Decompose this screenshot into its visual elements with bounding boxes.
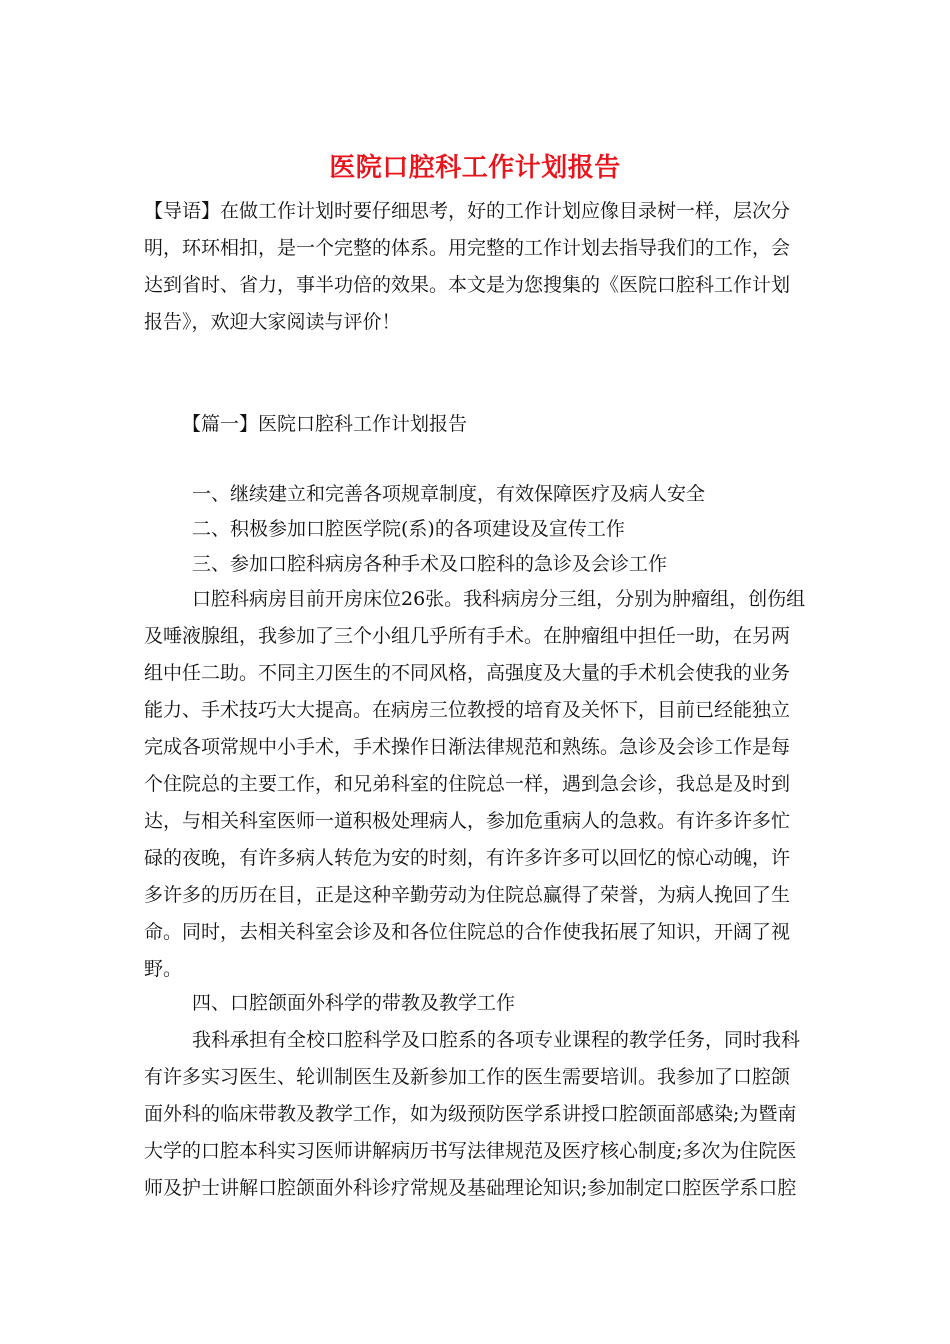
list-item-2: 二、积极参加口腔医学院(系)的各项建设及宣传工作 [192, 518, 625, 540]
list-item-3: 三、参加口腔科病房各种手术及口腔科的急诊及会诊工作 [192, 553, 668, 575]
list-item-1: 一、继续建立和完善各项规章制度，有效保障医疗及病人安全 [192, 483, 706, 505]
list-item-4: 四、口腔颌面外科学的带教及教学工作 [192, 992, 516, 1014]
body-paragraph-1: 口腔科病房目前开房床位26张。我科病房分三组，分别为肿瘤组，创伤组及唾液腺组，我参加了三个小组几乎所有手术。在肿瘤组中担任一助，在另两组中任二助。不同主刀医生的不同风格，高强度及大量的手术机会使我的业务能力、手术技巧大大提高。在病房三位教授的培育及关怀下，目前已经能独立完成各项常规中小手术，手术操作日渐法律规范和熟练。急诊及会诊工作是每个住院总的主要工作，和兄弟科室的住院总一样，遇到急会诊，我总是及时到达，与相关科室医师一道积极处理病人，参加危重病人的急救。有许多许多忙碌的夜晚，有许多病人转危为安的时刻，有许多许多可以回忆的惊心动魄，许多许多的历历在目，正是这种辛勤劳动为住院总赢得了荣誉，为病人挽回了生命。同时，去相关科室会诊及和各位住院总的合作使我拓展了知识，开阔了视野。 [144, 588, 806, 980]
intro-paragraph: 【导语】在做工作计划时要仔细思考，好的工作计划应像目录树一样，层次分明，环环相扣，是一个完整的体系。用完整的工作计划去指导我们的工作，会达到省时、省力，事半功倍的效果。本文是为您搜集的《医院口腔科工作计划报告》，欢迎大家阅读与评价！ [144, 200, 791, 333]
body-paragraph-2: 我科承担有全校口腔科学及口腔系的各项专业课程的教学任务，同时我科有许多实习医生、轮训制医生及新参加工作的医生需要培训。我参加了口腔颌面外科的临床带教及教学工作，如为级预防医学系讲授口腔颌面部感染;为暨南大学的口腔本科实习医师讲解病历书写法律规范及医疗核心制度;多次为住院医师及护士讲解口腔颌面外科诊疗常规及基础理论知识;参加制定口腔医学系口腔 [144, 1029, 801, 1199]
section-heading: 【篇一】医院口腔科工作计划报告 [182, 413, 468, 435]
document-title: 医院口腔科工作计划报告 [329, 153, 621, 183]
